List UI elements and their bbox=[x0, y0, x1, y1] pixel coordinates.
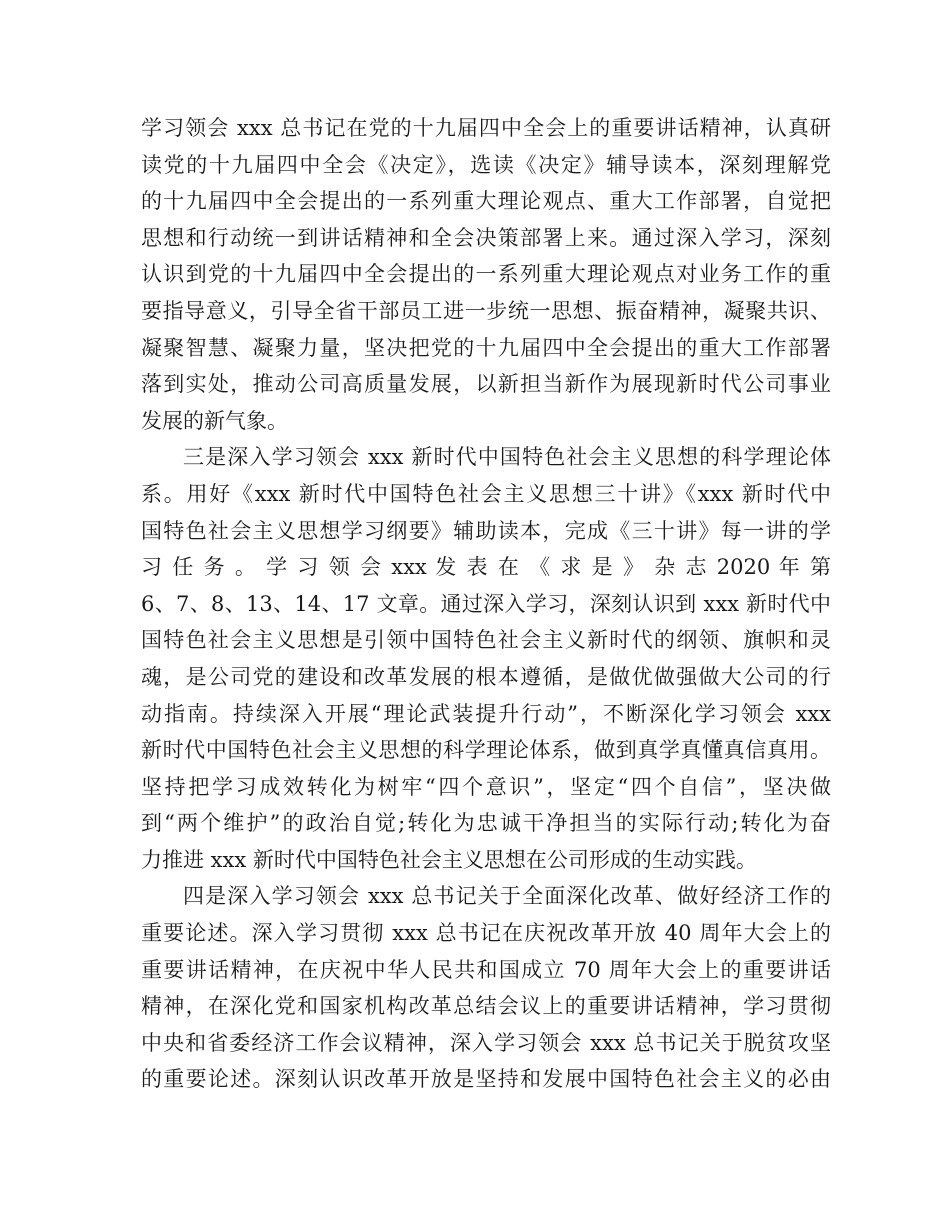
paragraph-line: 国特色社会主义思想学习纲要》辅助读本，完成《三十讲》每一讲的学 bbox=[141, 518, 831, 543]
paragraph-line: 思想和行动统一到讲话精神和全会决策部署上来。通过深入学习，深刻 bbox=[141, 225, 831, 250]
paragraph-line: 魂，是公司党的建设和改革发展的根本遵循，是做优做强做大公司的行 bbox=[141, 664, 831, 689]
paragraph-line: 力推进 xxx 新时代中国特色社会主义思想在公司形成的生动实践。 bbox=[141, 847, 757, 872]
paragraph-line: 国特色社会主义思想是引领中国特色社会主义新时代的纲领、旗帜和灵 bbox=[141, 628, 831, 653]
paragraph-line: 坚持把学习成效转化为树牢“四个意识”，坚定“四个自信”，坚决做 bbox=[141, 774, 831, 799]
paragraph-line: 认识到党的十九届四中全会提出的一系列重大理论观点对业务工作的重 bbox=[141, 262, 831, 287]
paragraph-line: 新时代中国特色社会主义思想的科学理论体系，做到真学真懂真信真用。 bbox=[141, 738, 831, 763]
paragraph-line: 系。用好《xxx 新时代中国特色社会主义思想三十讲》《xxx 新时代中 bbox=[141, 481, 831, 506]
paragraph-line: 重要论述。深入学习贯彻 xxx 总书记在庆祝改革开放 40 周年大会上的 bbox=[141, 921, 831, 946]
paragraph-line: 四是深入学习领会 xxx 总书记关于全面深化改革、做好经济工作的 bbox=[183, 884, 831, 909]
paragraph-line: 到“两个维护”的政治自觉;转化为忠诚干净担当的实际行动;转化为奋 bbox=[141, 811, 831, 836]
paragraph-line: 中央和省委经济工作会议精神，深入学习领会 xxx 总书记关于脱贫攻坚 bbox=[141, 1030, 831, 1055]
paragraph-line: 动指南。持续深入开展“理论武装提升行动”，不断深化学习领会 xxx bbox=[141, 701, 831, 726]
paragraph-line: 学习领会 xxx 总书记在党的十九届四中全会上的重要讲话精神，认真研 bbox=[141, 116, 831, 140]
paragraph-line: 凝聚智慧、凝聚力量，坚决把党的十九届四中全会提出的重大工作部署 bbox=[141, 335, 831, 360]
paragraph-line: 读党的十九届四中全会《决定》，选读《决定》辅导读本，深刻理解党 bbox=[141, 152, 831, 177]
paragraph-line: 习 任 务 。 学 习 领 会 xxx 发 表 在 《 求 是 》 杂 志 2020 年 第 bbox=[141, 555, 831, 580]
paragraph-line: 精神，在深化党和国家机构改革总结会议上的重要讲话精神，学习贯彻 bbox=[141, 994, 831, 1019]
paragraph-line: 落到实处，推动公司高质量发展，以新担当新作为展现新时代公司事业 bbox=[141, 372, 831, 397]
paragraph-line: 的重要论述。深刻认识改革开放是坚持和发展中国特色社会主义的必由 bbox=[141, 1067, 831, 1092]
paragraph-line: 重要讲话精神，在庆祝中华人民共和国成立 70 周年大会上的重要讲话 bbox=[141, 957, 831, 982]
paragraph-line: 的十九届四中全会提出的一系列重大理论观点、重大工作部署，自觉把 bbox=[141, 189, 831, 214]
document-body bbox=[141, 110, 831, 1098]
paragraph-line: 要指导意义，引导全省干部员工进一步统一思想、振奋精神，凝聚共识、 bbox=[141, 298, 831, 323]
paragraph-line: 6、7、8、13、14、17 文章。通过深入学习，深刻认识到 xxx 新时代中 bbox=[141, 591, 831, 616]
paragraph-line: 三是深入学习领会 xxx 新时代中国特色社会主义思想的科学理论体 bbox=[183, 445, 831, 470]
paragraph-line: 发展的新气象。 bbox=[141, 408, 288, 433]
